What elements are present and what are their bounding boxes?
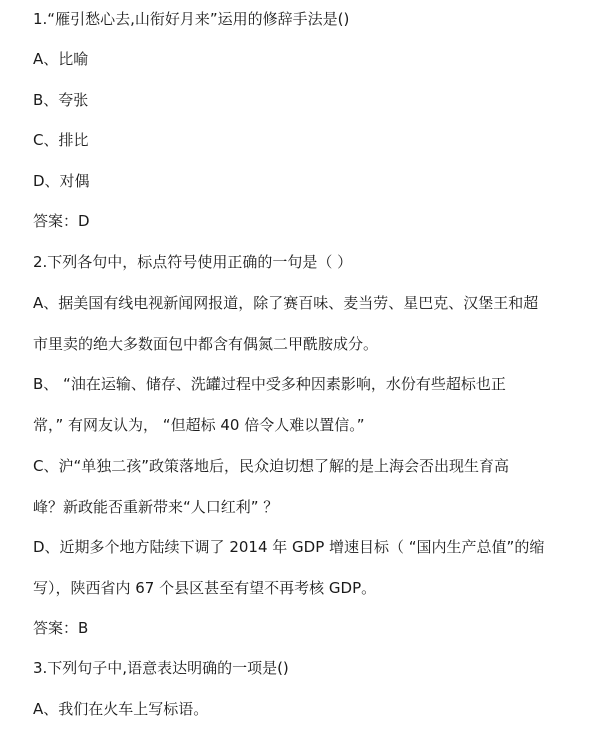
question-2-option-b: B、 “油在运输、储存、洗罐过程中受多种因素影响，水份有些超标也正 [33, 375, 506, 393]
question-3-stem: 3.下列句子中,语意表达明确的一项是() [33, 659, 289, 677]
question-2-stem: 2.下列各句中，标点符号使用正确的一句是（ ） [33, 253, 353, 271]
question-1-answer: 答案：D [33, 212, 90, 230]
question-2-answer: 答案：B [33, 619, 89, 637]
question-2-option-b-cont: 常，” 有网友认为， “但超标 40 倍令人难以置信。” [33, 416, 365, 434]
question-2-option-d: D、近期多个地方陆续下调了 2014 年 GDP 增速目标（ “国内生产总值”的缩 [33, 538, 545, 556]
question-2-option-a: A、据美国有线电视新闻网报道，除了赛百味、麦当劳、星巴克、汉堡王和超 [33, 294, 539, 312]
question-2-option-c: C、沪“单独二孩”政策落地后，民众迫切想了解的是上海会否出现生育高 [33, 457, 510, 475]
question-3-option-a: A、我们在火车上写标语。 [33, 700, 209, 718]
question-2-option-d-cont: 写），陕西省内 67 个县区甚至有望不再考核 GDP。 [33, 579, 377, 597]
question-2-option-a-cont: 市里卖的绝大多数面包中都含有偶氮二甲酰胺成分。 [33, 335, 379, 353]
question-1-stem: 1.“雁引愁心去,山衔好月来”运用的修辞手法是() [33, 10, 350, 28]
question-2-option-c-cont: 峰？新政能否重新带来“人口红利” ？ [33, 498, 279, 516]
question-1-option-c: C、排比 [33, 131, 89, 149]
question-1-option-b: B、夸张 [33, 91, 89, 109]
question-1-option-a: A、比喻 [33, 50, 89, 68]
question-1-option-d: D、对偶 [33, 172, 90, 190]
